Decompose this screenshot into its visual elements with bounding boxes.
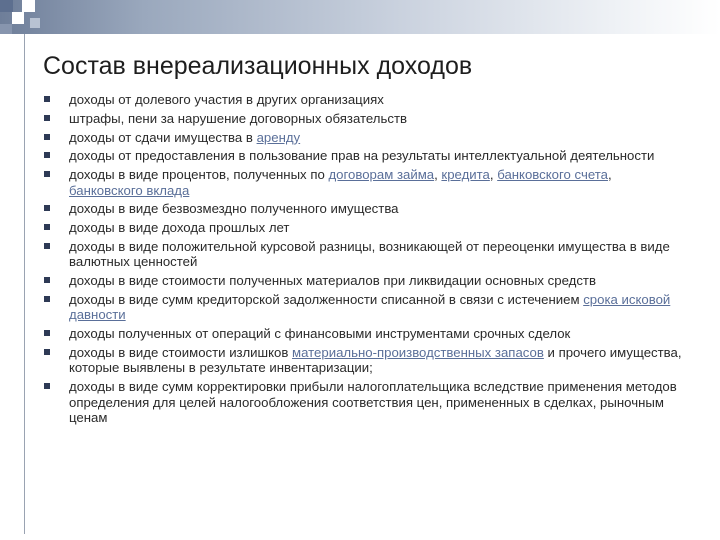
rent-link[interactable]: аренду: [256, 129, 301, 145]
square-bullet-icon: [44, 171, 50, 177]
item-text: доходы от предоставления в пользование прав на результаты интеллектуальной деятельности: [69, 148, 655, 164]
list-item: [44, 345, 684, 376]
square-bullet-icon: [44, 134, 50, 140]
income-list: [44, 92, 684, 429]
credit-link[interactable]: кредита: [441, 167, 490, 183]
decor-square: [30, 18, 40, 28]
loan-agreements-link[interactable]: договорам займа: [328, 167, 435, 183]
header-gradient-band: [0, 0, 720, 34]
square-bullet-icon: [44, 152, 50, 158]
square-bullet-icon: [44, 277, 50, 283]
square-bullet-icon: [44, 296, 50, 302]
item-text: доходы от сдачи имущества в: [69, 129, 257, 145]
item-text: доходы в виде стоимости полученных материалов при ликвидации основных средств: [69, 273, 596, 289]
square-bullet-icon: [44, 349, 50, 355]
list-item: [44, 111, 684, 126]
decor-square: [22, 0, 35, 12]
slide-title: Состав внереализационных доходов: [43, 52, 473, 80]
list-item: [44, 220, 684, 235]
list-item: [44, 292, 684, 323]
inventory-stocks-link[interactable]: материально-производственных запасов: [292, 344, 544, 360]
bank-account-link[interactable]: банковского счета: [497, 167, 608, 183]
list-item: [44, 273, 684, 288]
list-item: [44, 379, 684, 425]
side-divider: [24, 34, 25, 534]
square-bullet-icon: [44, 205, 50, 211]
decor-square: [12, 12, 24, 24]
decor-square: [0, 24, 12, 34]
list-item: [44, 130, 684, 145]
item-text: доходы в виде стоимости излишков: [69, 344, 293, 360]
list-item: [44, 201, 684, 216]
item-text: штрафы, пени за нарушение договорных обязательств: [69, 110, 407, 126]
list-item: [44, 148, 684, 163]
item-text: и прочего имущества, которые выявлены в результате инвентаризации;: [69, 344, 682, 376]
item-text: доходы в виде дохода прошлых лет: [69, 220, 290, 236]
square-bullet-icon: [44, 383, 50, 389]
item-text: доходы полученных от операций с финансовыми инструментами срочных сделок: [69, 326, 571, 342]
list-item: [44, 326, 684, 341]
square-bullet-icon: [44, 115, 50, 121]
square-bullet-icon: [44, 243, 50, 249]
item-text: доходы от долевого участия в других организациях: [69, 92, 384, 107]
item-text: доходы в виде положительной курсовой разницы, возникающей от переоценки имущества в виде валютных ценностей: [69, 238, 670, 270]
list-item: [44, 92, 684, 107]
square-bullet-icon: [44, 330, 50, 336]
list-item: [44, 239, 684, 270]
item-text: доходы в виде безвозмездно полученного имущества: [69, 201, 399, 217]
item-text: доходы в виде сумм корректировки прибыли налогоплательщика вследствие применения методов определения для целей налогообложения соответствия цен, примененных в сделках, рыночным ценам: [69, 379, 677, 425]
item-text: доходы в виде сумм кредиторской задолженности списанной в связи с истечением: [69, 291, 584, 307]
square-bullet-icon: [44, 96, 50, 102]
item-text: ,: [434, 167, 442, 183]
item-text: ,: [607, 167, 612, 183]
item-text: доходы в виде процентов, полученных по: [69, 167, 329, 183]
bank-deposit-link[interactable]: банковского вклада: [69, 182, 190, 198]
square-bullet-icon: [44, 224, 50, 230]
list-item: [44, 167, 684, 198]
decor-square: [0, 0, 13, 12]
item-text: ,: [489, 167, 498, 183]
limitation-period-link[interactable]: срока исковой давности: [69, 291, 671, 323]
